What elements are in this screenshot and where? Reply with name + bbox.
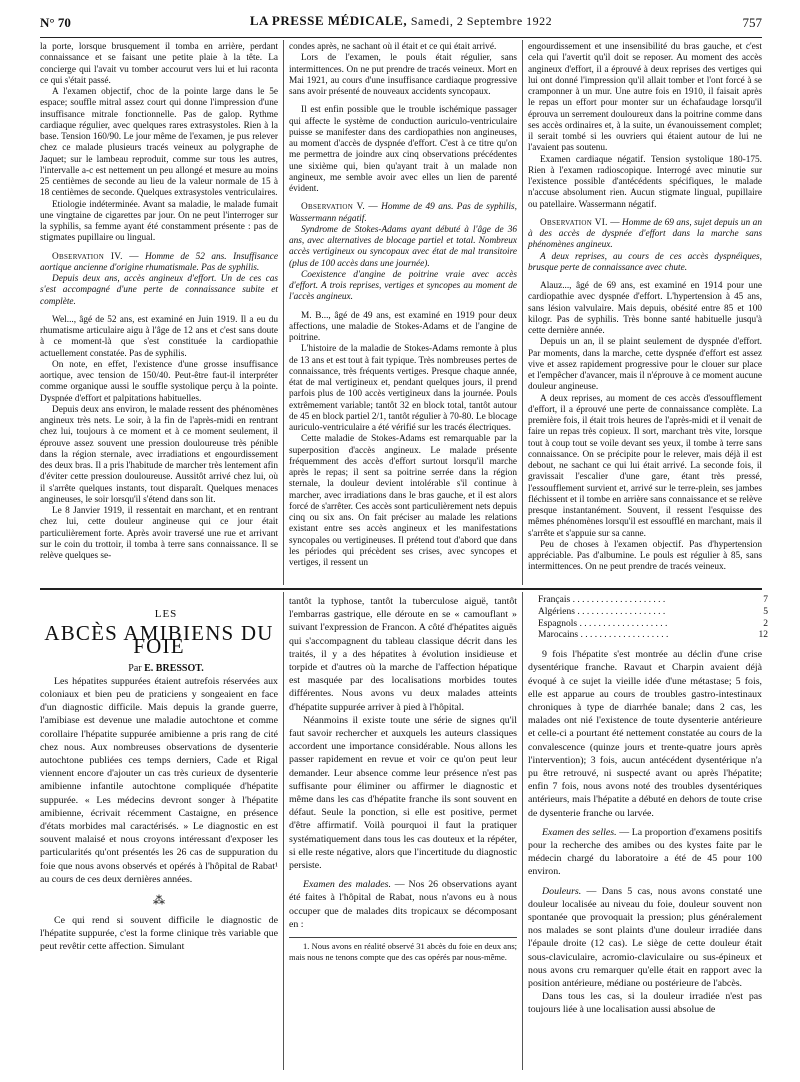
observation-label: Observation IV. (52, 251, 123, 262)
article-byline (40, 662, 278, 675)
article-title: ABCÈS AMIBIENS DU FOIE (44, 621, 274, 659)
upper-column-1 (40, 42, 278, 585)
observation-summary-2: Syndrome de Stokes-Adams ayant débuté à l'âge de 36 ans, avec alternatives de blocage partiel et total. Nombreux accès vertigineux ou syncopaux avec état de mal transitoire (plus de 100 accès dans une journée). (289, 224, 517, 269)
paragraph: Le 8 Janvier 1919, il ressentait en marchant, et en rentrant chez lui, cette douleur angineuse qui ce jour était particulièrement forte. Après avoir traversé une rue et arrivant sur le coin du trottoir, il tomba à terre sans connaissance. Il se relève quelques se- (40, 506, 278, 561)
examen-selles-paragraph (528, 826, 762, 879)
journal-name: LA PRESSE MÉDICALE (249, 13, 404, 28)
observation-label: Observation V. (301, 202, 366, 213)
page-number: 757 (742, 15, 762, 30)
section-label: Examen des malades. (303, 879, 391, 891)
paragraph: M. B..., âgé de 49 ans, est examiné en 1919 pour deux affections, une maladie de Stokes-Adams et de l'angine de poitrine. (289, 310, 517, 343)
table-label: Marocains . . . . . . . . . . . . . . . . . . . (538, 630, 669, 641)
paragraph: Etiologie indéterminée. Avant sa maladie, le malade fumait une vingtaine de cigarettes par jour. On ne peut l'interroger sur la syphilis, sa femme ayant été constamment présente : pas de stigmates pupillaire ou lingual. (40, 199, 278, 244)
paragraph: 9 fois l'hépatite s'est montrée au déclin d'une crise dysentérique franche. Ravaut et Charpin avaient déjà évoqué à ce sujet la vieille idée d'une métastase; 5 fois, elle est apparue au cours de troubles gastro-intestinaux chroniques à type de diarrhée banale; dans 2 cas, les malades ont nié l'existence de toute dysenterie antérieure et celle-ci a pourtant été nettement constatée au cours de la convalescence (quinze jours et trente-quatre jours après l'intervention); 3 fois, aucun antécédent dysentérique n'a pu être retrouvé, ni suspecté avant ou après l'hépatite; enfin 7 fois, nous avons noté des troubles dysentériques antérieurs, mais l'hépatite a débuté en dehors de toute crise de dysenterie franche ou larvée. (528, 649, 762, 819)
observation-vi-heading: Observation VI. — Homme de 69 ans, sujet depuis un an à des accès de dyspnée d'effort dans la marche sans phénomènes angineux. (528, 217, 762, 251)
table-label: Espagnols . . . . . . . . . . . . . . . . . . . (538, 618, 668, 629)
observation-iv-heading: Observation IV. — Homme de 52 ans. Insuffisance aortique ancienne d'origine rhumatismale. Pas de syphilis. (40, 251, 279, 273)
observation-summary: Homme de 49 ans. Pas de syphilis, Wassermann négatif. (289, 202, 517, 224)
paragraph: tantôt la typhose, tantôt la tuberculose aiguë, tantôt l'embarras gastrique, elle déroute en se « camouflant » suivant l'expression de Francon. A côté d'hépatites aiguës qui s'accompagnent du tableau classique décrit dans les traités, il y a des hépatites à évolution insidieuse et torpide et d'autres où la marche de l'affection hépatique est masquée par des localisations morbides toutes différentes. Nous avons vu deux malades atteints d'hépatite suppurée arriver à pied à l'hôpital. (289, 596, 517, 713)
paragraph: Ce qui rend si souvent difficile le diagnostic de l'hépatite suppurée, c'est la forme clinique très variable que peut revêtir cette affection. Simulant (40, 915, 278, 953)
column-divider (522, 40, 523, 585)
table-value: 12 (758, 630, 768, 641)
author-name: E. BRESSOT. (144, 662, 204, 674)
table-row (538, 595, 768, 607)
table-label: Algériens . . . . . . . . . . . . . . . . . . . (538, 606, 666, 617)
observation-summary-2: Depuis deux ans, accès angineux d'effort. Un de ces cas s'est accompagné d'une perte de connaissance subite et complète. (40, 274, 278, 307)
section-label: Examen des selles. (542, 826, 617, 838)
running-header (40, 13, 762, 35)
header-rule (40, 37, 762, 38)
issue-number: N° 70 (40, 15, 71, 30)
paragraph: Les hépatites suppurées étaient autrefois réservées aux coloniaux et bien peu de praticiens y songeaient en face d'un diagnostic difficile. Mais depuis la grande guerre, l'amibiase est devenue une maladie autochtone et comme corollaire l'hépatite suppurée amibienne a pris rang de cité chez nous. Aux nombreuses observations de dysenterie autochtone publiées ces temps derniers, Cade et Rigal viennent encore d'ajouter un cas très curieux de dysenterie amibienne infantile autochtone compliquée d'hépatite suppurée. « Les médecins devront songer à l'hépatite amibienne, écrivait récemment Castaigne, en présence d'états morbides mal caractérisés. » Le diagnostic en est souvent malaisé et nous croyons intéressant d'exposer les particularités qu'ont présentés les 26 cas de suppuration du foie que nous avons observés et opérés à l'hôpital de Rabat¹ au cours de ces deux dernières années. (40, 675, 278, 885)
paragraph: la porte, lorsque brusquement il tomba en arrière, perdant connaissance et se faisant une petite plaie à la tête. La concierge qui l'avait vu tomber accourut vers lui et lui raconta ce qui s'était passé. (40, 42, 278, 86)
footnote: 1. Nous avons en réalité observé 31 abcès du foie en deux ans; mais nous ne tenons compte que des cas opérés par nous-même. (289, 937, 517, 962)
observation-summary: Homme de 69 ans, sujet depuis un an à des accès de dyspnée d'effort dans la marche sans phénomènes angineux. (528, 217, 762, 251)
article-column-1 (40, 608, 278, 1070)
article-column-2 (289, 595, 517, 1070)
table-label: Français . . . . . . . . . . . . . . . . . . . . (538, 595, 666, 605)
examen-malades-paragraph (289, 878, 517, 931)
section-rule (40, 588, 762, 590)
paragraph: Depuis un an, il se plaint seulement de dyspnée d'effort. Par moments, dans la marche, cette dyspnée d'effort est assez vive et assez rapidement progressive pour le clouer sur place et l'empêcher d'avancer, mais il n'éprouve à ce moment aucune douleur angineuse. (528, 337, 762, 393)
table-value: 7 (763, 595, 768, 605)
paragraph: Dans tous les cas, si la douleur irradiée n'est pas toujours liée à une localisation aussi absolue de (528, 991, 762, 1016)
observation-label: Observation VI. (540, 217, 608, 228)
table-row (538, 630, 768, 642)
observation-summary-3: Coexistence d'angine de poitrine vraie avec accès d'effort. A trois reprises, vertiges et syncopes au moment de l'accès angineux. (289, 269, 517, 303)
column-divider (283, 40, 284, 585)
section-label: Douleurs. (542, 885, 582, 897)
paragraph: condes après, ne sachant où il était et ce qui était arrivé. (289, 42, 497, 52)
upper-column-3 (528, 42, 762, 585)
column-divider (522, 592, 523, 1070)
author-prefix: Par (128, 662, 142, 674)
paragraph: Cette maladie de Stokes-Adams est remarquable par la superposition d'accès angineux. Le malade présente fréquemment des accès d'effort surtout lorsqu'il marche après le repas; il sent sa poitrine serrée dans la région sternale, la douleur devient intolérable s'il continue à marcher, avec irradiations dans le bras gauche, et il est alors forcé de s'arrêter. Ces accès sont particulièrement nets depuis cinq ou six ans. On fait préciser au malade les relations existant entre ses accès angineux et les manifestations syncopales ou vertigineuses. Il prétend tout d'abord que dans les périodes qui précèdent ses crises, avec syncopes et vertiges, il ressent un (289, 434, 517, 568)
section-text: — Nos 26 observations ayant été faites à l'hôpital de Rabat, nous n'avons eu à nous occuper que de malades dits tropicaux se décomposant en : (289, 879, 517, 930)
paragraph: A deux reprises, au moment de ces accès d'essoufflement d'effort, il a éprouvé une perte de connaissance complète. La première fois, il était trois heures de l'après-midi et il venait de faire un repas très copieux. Il sort, marchant très vite, lorsque tout à coup tout se voile devant ses yeux, il tombe à terre sans connaissance. On se précipite pour le relever, mais déjà il est debout, ne sachant ce qui lui était arrivé. La seconde fois, il gravissait l'escalier d'une gare, étant très pressé, l'essoufflement survient et, arrivé sur le terre-plein, ses jambes fléchissent et il tombe en arrière sans connaissance et se relève presque instantanément. Souvent, il ressent l'esquisse des mêmes phénomènes lorsqu'il est essoufflé en marchant, mais il s'arrête et s'appuie sur sa canne. (528, 393, 762, 539)
paragraph: On note, en effet, l'existence d'une grosse insuffisance aortique, avec tension de 150/40. Peut-être faut-il interpréter comme organique aussi le souffle systolique perçu à la pointe. Dyspnée d'effort et palpitations habituelles. (40, 359, 278, 404)
observation-summary: Homme de 52 ans. Insuffisance aortique ancienne d'origine rhumatismale. Pas de syphilis. (40, 251, 279, 273)
paragraph: Depuis deux ans environ, le malade ressent des phénomènes angineux très nets. Le soir, à la fin de l'après-midi en rentrant chez lui, toujours à ce moment et à ce moment seulement, il éprouve assez souvent une pression douloureuse très pénible dans la région sternale, avec irradiations et engourdissement des deux bras. Il a pris l'habitude de marcher très lentement afin d'éviter cette pression douloureuse. Aussitôt arrivé chez lui, où il s'arrête quelques instants, tout disparaît. Quelques menaces angineuses, le soir lorsqu'il s'étend dans son lit. (40, 404, 278, 505)
nationality-table (538, 595, 768, 642)
issue-date: Samedi, 2 Septembre 1922 (410, 14, 553, 28)
paragraph: A l'examen objectif, choc de la pointe large dans le 5e espace; souffle mitral assez court qui donne l'impression d'une insuffisance mitrale fonctionnelle. Pas de galop. Rythme cardiaque régulier, avec quelques rares extrasystoles. Rien à la base. Tension 160/90. Le jour même de l'examen, je pus relever chez ce malade plusieurs tracés veineux au polygraphe de Jaquet; sur le lambeau reproduit, comme sur tous les autres, l'intervalle a-c est nettement un peu allongé et mesure au moins 25 centièmes de seconde au lieu de la valeur normale de 15 à 18 centièmes de seconde. Quelques extrasystoles ventriculaires. (40, 87, 278, 199)
paragraph: L'histoire de la maladie de Stokes-Adams remonte à plus de 13 ans et est tout à fait typique. Très nombreuses pertes de connaissance, très fréquents vertiges. Presque chaque année, état de mal vertigineux et, pendant quelques jours, il prend parfois plus de 100 accès vertigineux dans la journée. Pouls extrêmement variable; tantôt 32 en block total, tantôt autour de 45 en block partiel 2/1, tantôt régulier à 70-80. Le blocage auriculo-ventriculaire a été vérifié sur les tracés électriques. (289, 344, 517, 433)
paragraph: Alauz..., âgé de 69 ans, est examiné en 1914 pour une cardiopathie avec dyspnée d'effort. L'hypertension à 45 ans, sans lésion valvulaire. Mais depuis, obésité entre 85 et 100 kilogr. Pas de syphilis. Très bonne santé habituelle jusqu'à cette dernière année. (528, 281, 762, 336)
table-row (538, 619, 768, 631)
article-column-3 (528, 595, 768, 1070)
observation-v-heading: Observation V. — Homme de 49 ans. Pas de syphilis, Wassermann négatif. (289, 202, 517, 224)
column-divider (283, 592, 284, 1070)
table-value: 2 (763, 618, 768, 629)
table-value: 5 (763, 606, 768, 617)
section-text: — Dans 5 cas, nous avons constaté une douleur localisée au niveau du foie, douleur souvent non spontanée que provoquait la pression; plus généralement nos malades se sont plaints d'une douleur irradiée dans l'épaule droite (12 cas). Le siège de cette douleur était sous-claviculaire, acromio-claviculaire ou sus-épineux et nous avons cru remarquer qu'elle était en rapport avec la position antérieure, médiane ou postérieure de l'abcès. (528, 885, 763, 990)
paragraph: Peu de choses à l'examen objectif. Pas d'hypertension appréciable. Pas d'albumine. Le pouls est régulier à 85, sans intermittences. On ne peut prendre de tracés veineux. (528, 539, 762, 573)
section-separator: ⁂ (153, 893, 165, 908)
article-kicker: LES (154, 608, 178, 620)
table-row (538, 607, 768, 619)
section-text: — La proportion d'examens positifs pour la recherche des amibes ou des kystes faite par le médecin chargé du laboratoire a été de 45 pour 100 environ. (528, 826, 763, 878)
paragraph: Néanmoins il existe toute une série de signes qu'il faut savoir rechercher et auxquels les auteurs classiques accordent une importance considérable. Nous allons les passer rapidement en revue et voir ce qu'on peut leur demander. Leur absence comme leur présence n'est pas suffisante pour éliminer ou affirmer le diagnostic et même dans les cas d'hépatite franche ils sont souvent en défaut. Seule la ponction, si elle est positive, permet d'être affirmatif. Voilà pourquoi il faut la pratiquer systématiquement dans tous les cas douteux et la répéter, si elle reste négative, alors que l'incertitude du diagnostic persiste. (289, 714, 517, 872)
journal-title-line: LA PRESSE MÉDICALE, Samedi, 2 Septembre 1922 (249, 13, 553, 28)
paragraph: Wel..., âgé de 52 ans, est examiné en Juin 1919. Il a eu du rhumatisme articulaire aigu à l'âge de 12 ans et c'est sans doute à ce moment-là que s'est constituée la cardiopathie actuellement constatée. Pas de syphilis. (40, 314, 278, 359)
upper-column-2 (289, 42, 517, 585)
paragraph: Examen cardiaque négatif. Tension systolique 180-175. Rien à l'examen radioscopique. Interrogé avec minutie sur l'existence possible d'antécédents spécifiques, le malade n'accuse absolument rien. Aucun stigmate lingual, pupillaire ou patellaire. Wassermann négatif. (528, 154, 762, 210)
paragraph: Il est enfin possible que le trouble ischémique passager qui affecte le système de conduction auriculo-ventriculaire puisse se manifester dans des cardiopathies non angineuses, au moment d'accès de dyspnée d'effort. C'est à ce titre qu'on me permettra de joindre aux cinq observations précédentes une sixième qui, bien qu'ayant trait à un malade non angineux, me semble avoir avec elles un lien de parenté évident. (289, 105, 517, 194)
douleurs-paragraph (528, 885, 762, 991)
observation-summary-2: A deux reprises, au cours de ces accès dyspnéiques, brusque perte de connaissance avec chute. (528, 251, 762, 273)
paragraph: engourdissement et une insensibilité du bras gauche, et c'est cela qui l'avertit qu'il doit se reposer. Au moment des accès angineux d'effort, il a éprouvé à deux reprises des vertiges qui lui ont donné l'impression qu'il allait tomber et l'ont forcé à se cramponner à un mur. Une autre fois en 1910, il faisait après le repas un effort pour monter sur un échafaudage lorsqu'il éprouva un serrement douloureux dans la poitrine comme dans ses accès ordinaires et, à la suite, un évanouissement complet; il serait tombé si les ouvriers qui étaient autour de lui ne l'avaient pas soutenu. (528, 42, 762, 154)
paragraph: Lors de l'examen, le pouls était régulier, sans intermittences. On ne put prendre de tracés veineux. Mort en Mai 1921, au cours d'une insuffisance cardiaque progressive sans avoir présenté de nouveaux accidents syncopaux. (289, 53, 517, 97)
